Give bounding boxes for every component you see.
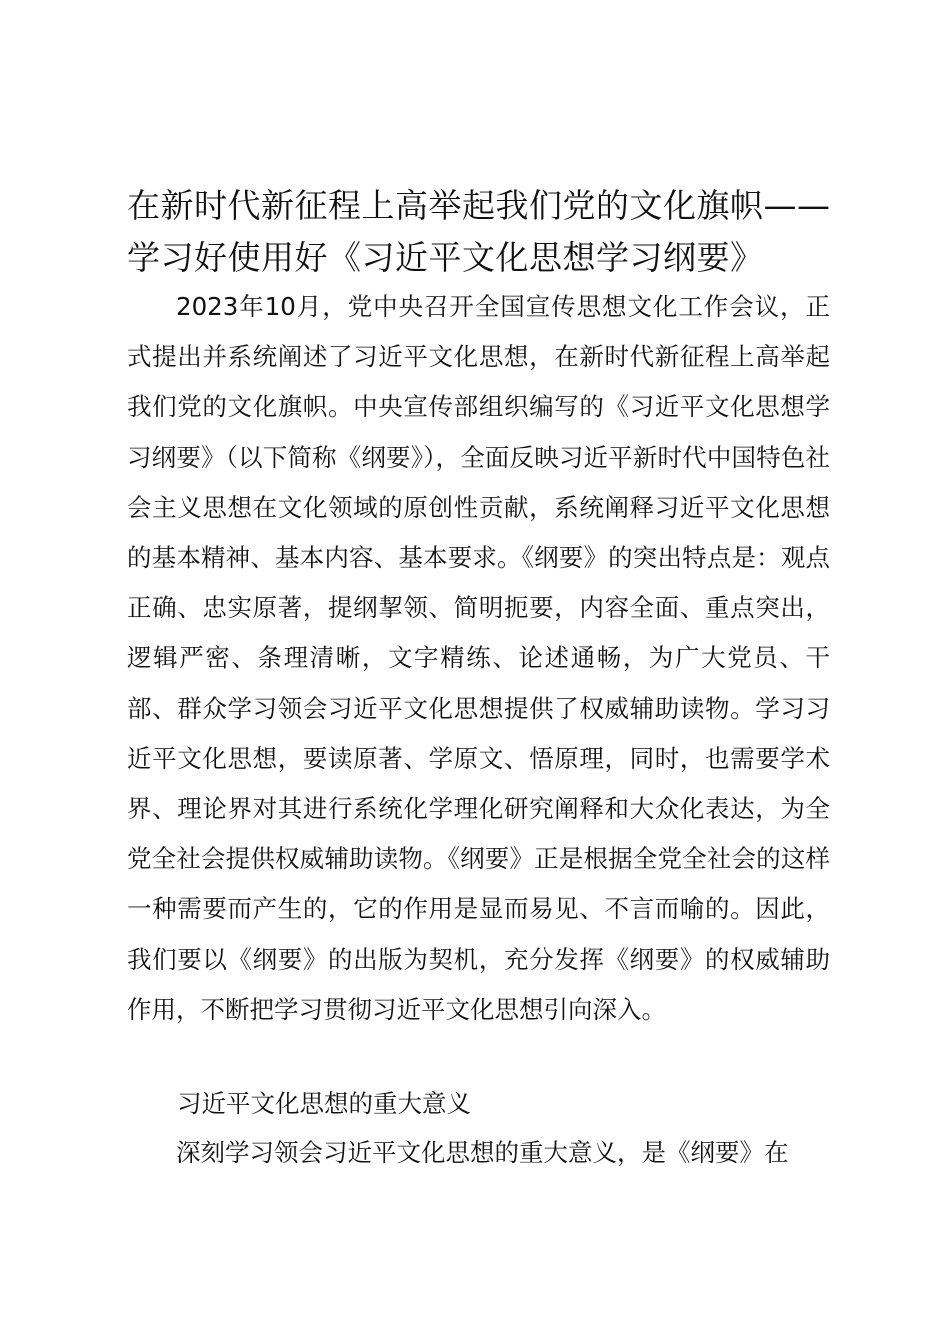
document-title: 在新时代新征程上高举起我们党的文化旗帜——学习好使用好《习近平文化思想学习纲要》 bbox=[127, 186, 831, 277]
body-paragraph: 2023年10月，党中央召开全国宣传思想文化工作会议，正式提出并系统阐述了习近平文化思想，在新时代新征程上高举起我们党的文化旗帜。中央宣传部组织编写的《习近平文化思想学习纲要》（以下简称《纲要》），全面反映习近平新时代中国特色社会主义思想在文化领域的原创性贡献，系统阐释习近平文化思想的基本精神、基本内容、基本要求。《纲要》的突出特点是：观点正确、忠实原著，提纲挈领、简明扼要，内容全面、重点突出，逻辑严密、条理清晰，文字精练、论述通畅，为广大党员、干部、群众学习领会习近平文化思想提供了权威辅助读物。学习习近平文化思想，要读原著、学原文、悟原理，同时，也需要学术界、理论界对其进行系统化学理化研究阐释和大众化表达，为全党全社会提供权威辅助读物。《纲要》正是根据全党全社会的这样一种需要而产生的，它的作用是显而易见、不言而喻的。因此，我们要以《纲要》的出版为契机，充分发挥《纲要》的权威辅助作用，不断把学习贯彻习近平文化思想引向深入。 bbox=[127, 292, 830, 1024]
section-heading: 习近平文化思想的重大意义 bbox=[177, 1089, 471, 1118]
body-paragraph-continued: 深刻学习领会习近平文化思想的重大意义，是《纲要》在 bbox=[176, 1138, 789, 1167]
